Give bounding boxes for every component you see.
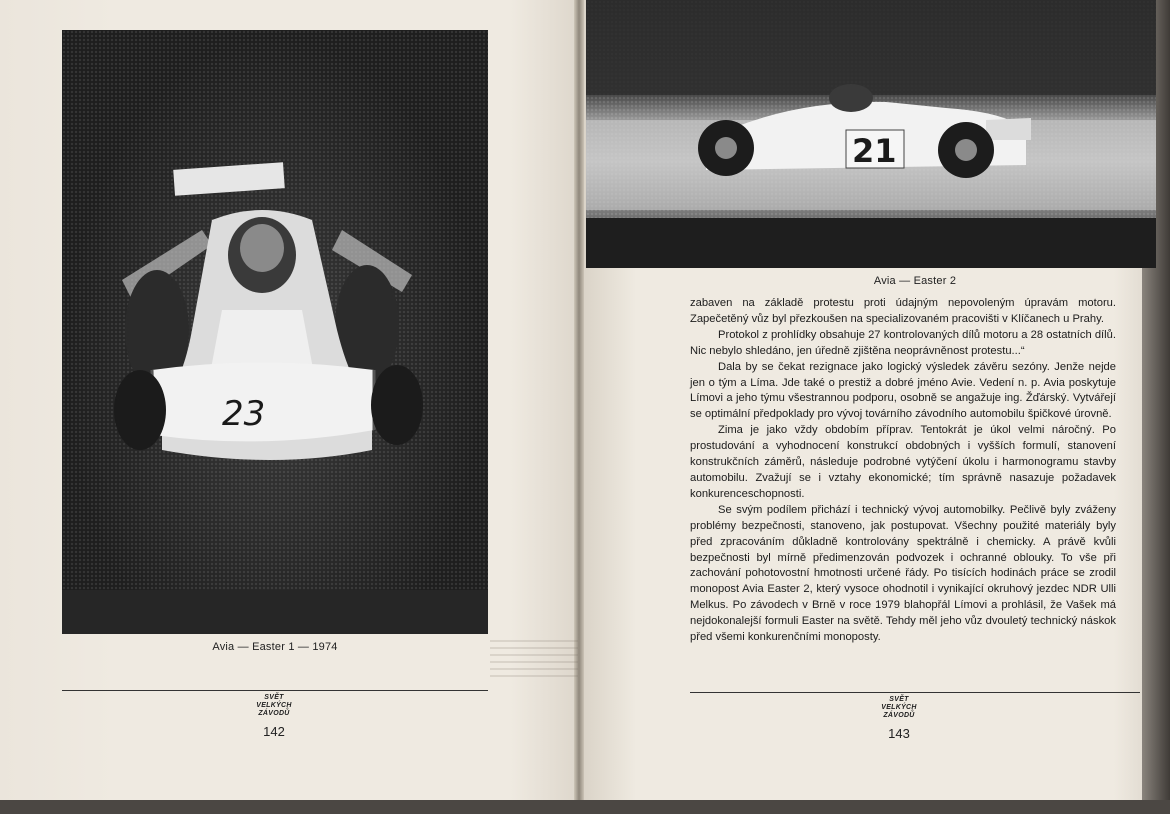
right-photo-caption: Avia — Easter 2 bbox=[873, 275, 957, 287]
left-page-number: 142 bbox=[263, 724, 285, 739]
paragraph-1: zabaven na základě protestu proti údajným nepovoleným úpravám motoru. Zapečetěný vůz byl přezkoušen na specializovaném pracovišti v Klíčanech u Prahy. bbox=[690, 297, 1116, 325]
right-series-logo bbox=[869, 696, 929, 720]
car-number-23: 23 bbox=[222, 394, 266, 434]
logo-line-3: ZÁVODŮ bbox=[258, 710, 290, 717]
right-footer-rule bbox=[690, 692, 1140, 693]
logo-line-2: VELKÝCH bbox=[881, 704, 917, 711]
right-page-number: 143 bbox=[888, 726, 910, 741]
logo-line-3: ZÁVODŮ bbox=[883, 712, 915, 719]
car-number-21: 21 bbox=[852, 132, 897, 170]
article-body bbox=[690, 296, 1116, 646]
race-car-front-image bbox=[62, 30, 488, 634]
paragraph-5: Se svým podílem přichází i technický vývoj automobilky. Pečlivě byly zváženy problémy bezpečnosti, stanoveno, jak postupovat. Všechny použité materiály byly před zpracováním důkladně kontrolovány spektrálně i chemicky. A právě kvůli bezpečnosti byl mírně předimenzován podvozek i ochranné oblouky. To vše při zachování pohotovostní hmotnosti určené řády. Po tisících hodinách práce se zrodil monopost Avia Easter 2, který vysoce ohodnotil i vynikající okruhový jezdec NDR Ulli Melkus. Po závodech v Brně v roce 1979 blahopřál Límovi a prohlásil, že Vašek má nejdokonalejší formuli Easter na světě. Tehdy měl jeho vůz dvouletý technický náskok před všemi konkurenčními monoposty. bbox=[690, 503, 1116, 644]
paragraph-4: Zima je jako vždy obdobím příprav. Tentokrát je úkol velmi náročný. Po prostudování a vyhodnocení konstrukcí obdobných i vyšších formulí, stanovení konstrukčních záměrů, následuje podrobné vytýčení úkolu i harmonogramu stavby automobilu. Zvažují se i vztahy ekonomické; tím správně nasazuje požadavek konkurenceschopnosti. bbox=[690, 424, 1116, 500]
left-photo-caption: Avia — Easter 1 — 1974 bbox=[212, 641, 338, 653]
book-gutter bbox=[574, 0, 584, 800]
paragraph-3: Dala by se čekat rezignace jako logický výsledek závěru sezóny. Jenže nejde jen o tým a Líma. Jde také o prestiž a dobré jméno Avie. Vedení n. p. Avia poskytuje Límovi a jeho týmu všestrannou podporu, osobně se angažuje ing. Žďárský. Vytvářejí se optimální předpoklady pro vývoj továrního závodního automobilu špičkové úrovně. bbox=[690, 360, 1116, 421]
photo-avia-easter-2 bbox=[586, 0, 1156, 268]
bottom-edge-shadow bbox=[0, 800, 1170, 814]
logo-line-1: SVĚT bbox=[264, 694, 284, 701]
bleed-through-text bbox=[490, 640, 578, 680]
race-car-side-image bbox=[586, 0, 1156, 268]
paragraph-2: Protokol z prohlídky obsahuje 27 kontrolovaných dílů motoru a 28 ostatních dílů. Nic nebylo shledáno, jen úředně zjištěna neoprávněnost protestu...“ bbox=[690, 328, 1116, 357]
left-series-logo bbox=[244, 694, 304, 718]
logo-line-1: SVĚT bbox=[889, 696, 909, 703]
photo-avia-easter-1 bbox=[62, 30, 488, 634]
logo-line-2: VELKÝCH bbox=[256, 702, 292, 709]
left-footer-rule bbox=[62, 690, 488, 691]
